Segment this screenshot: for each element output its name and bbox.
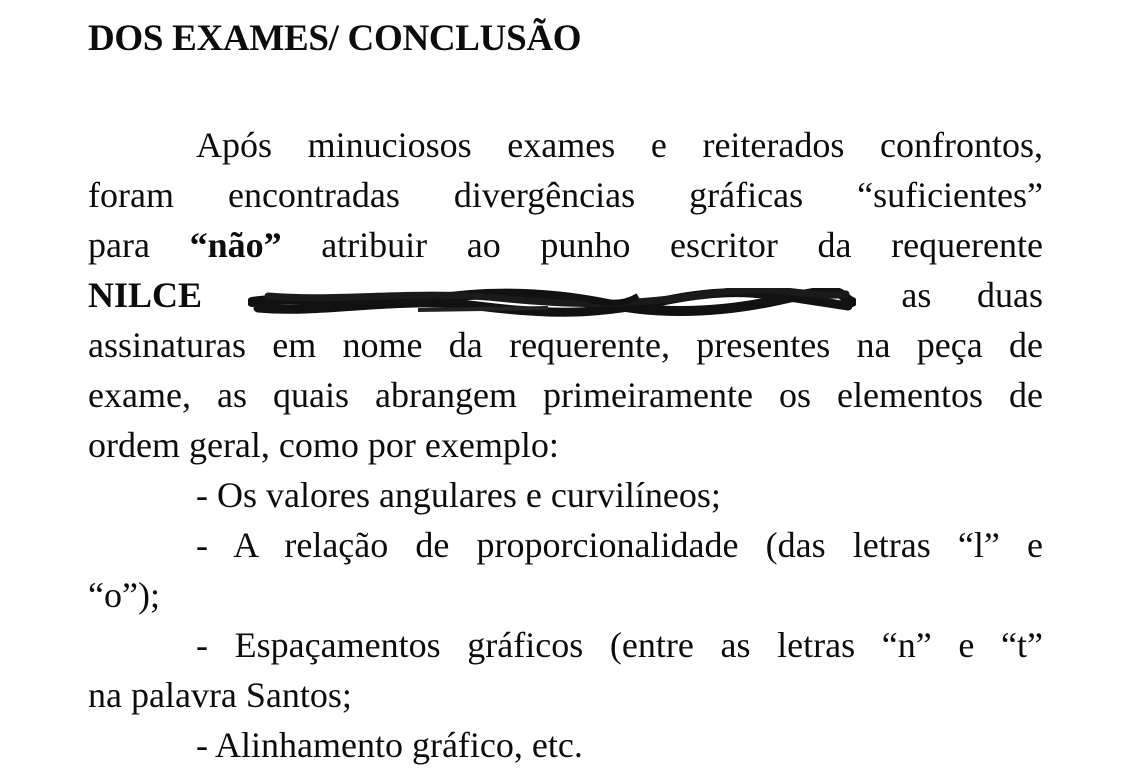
list-item: - Os valores angulares e curvilíneos; bbox=[196, 475, 721, 515]
paragraph-line: Após minuciosos exames e reiterados confrontos, bbox=[196, 125, 1043, 165]
paragraph-line: foram encontradas divergências gráficas “suficientes” bbox=[88, 175, 1043, 215]
paragraph-line bbox=[88, 270, 1043, 320]
paragraph-line: ordem geral, como por exemplo: bbox=[88, 425, 559, 465]
paragraph-line: exame, as quais abrangem primeiramente os elementos de bbox=[88, 375, 1043, 415]
criteria-list bbox=[88, 470, 1043, 770]
paragraph-line bbox=[88, 220, 1043, 270]
emphasis-nao: “não” bbox=[189, 225, 282, 265]
paragraph-word: para bbox=[88, 225, 150, 265]
document-page bbox=[88, 14, 1043, 765]
paragraph-line: assinaturas em nome da requerente, presentes na peça de bbox=[88, 325, 1043, 365]
requester-first-name: NILCE bbox=[88, 275, 203, 315]
list-item-continuation: na palavra Santos; bbox=[88, 675, 352, 715]
paragraph-text: as duas bbox=[901, 275, 1043, 315]
list-item: - Espaçamentos gráficos (entre as letras “n” e “t” bbox=[196, 625, 1043, 665]
list-item-continuation: “o”); bbox=[88, 575, 160, 615]
paragraph-text: atribuir ao punho escritor da requerente bbox=[321, 225, 1043, 265]
section-heading: DOS EXAMES/ CONCLUSÃO bbox=[88, 18, 582, 59]
list-item: - Alinhamento gráfico, etc. bbox=[196, 725, 583, 765]
list-item: - A relação de proporcionalidade (das letras “l” e bbox=[196, 525, 1043, 565]
conclusion-paragraph bbox=[88, 120, 1043, 470]
redaction-scribble bbox=[248, 281, 856, 311]
